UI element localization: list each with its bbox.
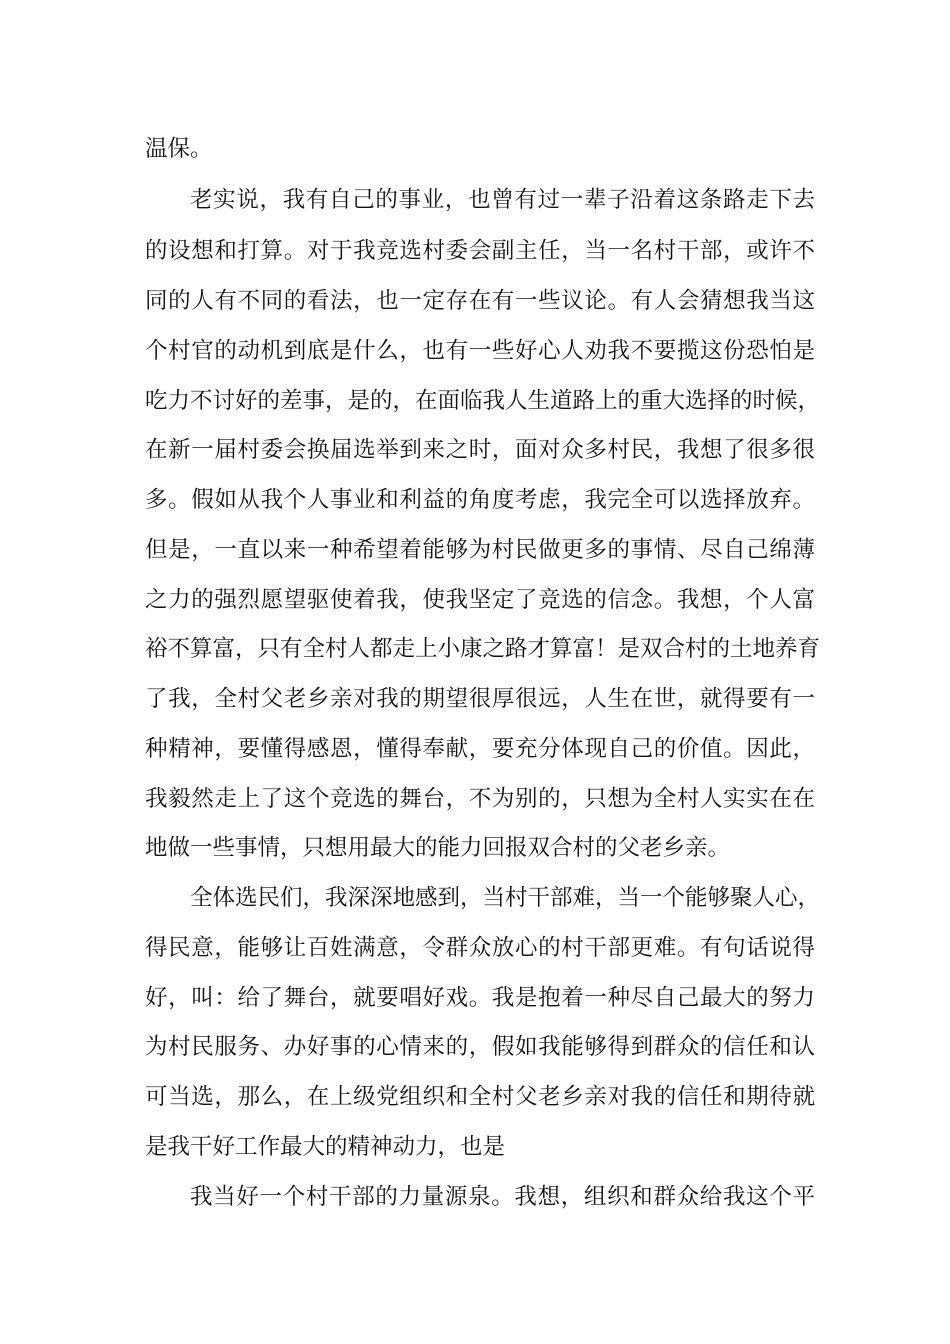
text-line-21: 是我干好工作最大的精神动力，也是 [145,1134,506,1160]
text-line-9: 但是，一直以来一种希望着能够为村民做更多的事情、尽自己绵薄 [145,537,815,563]
text-line-18: 好，叫：给了舞台，就要唱好戏。我是抱着一种尽自己最大的努力 [145,985,815,1011]
text-line-22: 我当好一个村干部的力量源泉。我想，组织和群众给我这个平 [190,1184,815,1210]
text-line-2: 老实说，我有自己的事业，也曾有过一辈子沿着这条路走下去 [190,187,815,213]
text-line-17: 得民意，能够让百姓满意，令群众放心的村干部更难。有句话说得 [145,935,815,961]
text-line-10: 之力的强烈愿望驱使着我，使我坚定了竞选的信念。我想，个人富 [145,587,815,613]
text-line-6: 吃力不讨好的差事，是的，在面临我人生道路上的重大选择的时候， [145,388,821,414]
text-line-12: 了我，全村父老乡亲对我的期望很厚很远，人生在世，就得要有一 [145,686,815,712]
text-line-7: 在新一届村委会换届选举到来之时，面对众多村民，我想了很多很 [145,437,815,463]
text-line-11: 裕不算富，只有全村人都走上小康之路才算富！是双合村的土地养育 [145,636,821,662]
text-line-14: 我毅然走上了这个竞选的舞台，不为别的，只想为全村人实实在在 [145,786,815,812]
text-line-4: 同的人有不同的看法，也一定存在有一些议论。有人会猜想我当这 [145,288,815,314]
text-line-1: 温保。 [145,136,213,162]
text-line-5: 个村官的动机到底是什么，也有一些好心人劝我不要揽这份恐怕是 [145,338,815,364]
text-line-8: 多。假如从我个人事业和利益的角度考虑，我完全可以选择放弃。 [145,487,815,513]
text-line-16: 全体选民们，我深深地感到，当村干部难，当一个能够聚人心， [190,885,821,911]
text-line-13: 种精神，要懂得感恩，懂得奉献，要充分体现自己的价值。因此， [145,736,815,762]
text-line-3: 的设想和打算。对于我竞选村委会副主任，当一名村干部，或许不 [145,238,815,264]
text-line-15: 地做一些事情，只想用最大的能力回报双合村的父老乡亲。 [145,835,731,861]
text-line-20: 可当选，那么，在上级党组织和全村父老乡亲对我的信任和期待就 [145,1084,815,1110]
text-line-19: 为村民服务、办好事的心情来的，假如我能够得到群众的信任和认 [145,1034,815,1060]
